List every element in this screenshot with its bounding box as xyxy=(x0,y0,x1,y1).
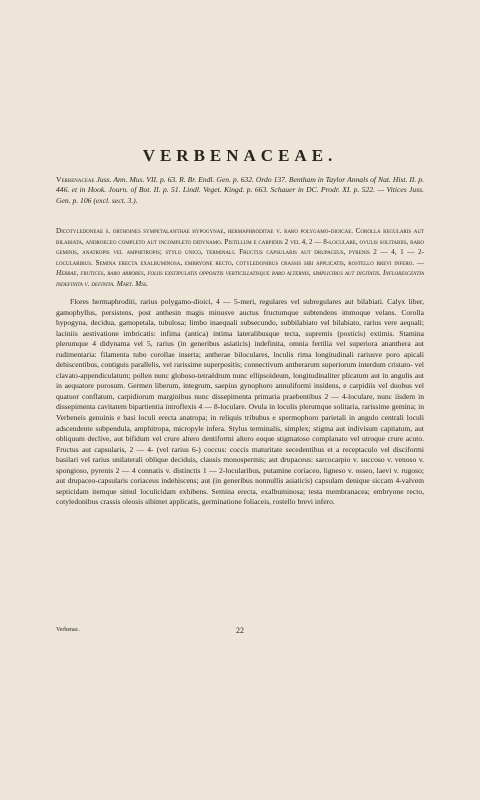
diagnosis-text: Dicotyledoneae s. orthoines sympetalanthae hypogynae, hermaphroditae v. raro polygamo-dioicae. Corolla regularis aut bilabiata, androeceo completo aut incompleto didynamo. Pistillum e carpidiis 2 vel 4, 2 — 8-loculare, ovulis solitariis, raro geminis, anatropis vel amphitropis; stylo unico, terminali. Fructus capsularis aut drupaceus, pyrenis 2 — 4, 1 — 2-locularibus. Semina erecta exalbuminosa, embryone recto, cotyledonibus crassis sibi applicatis, rostello brevi infero. — xyxy=(56,227,424,267)
page-footer xyxy=(56,626,424,638)
page-title: VERBENACEAE. xyxy=(142,146,338,165)
family-diagnosis xyxy=(56,226,424,290)
bibliographic-reference xyxy=(56,175,424,206)
reference-text: Juss. Ann. Mus. VII. p. 63. R. Br. Endl. Gen. p. 632. Ordo 137. Bentham in Taylor Annals of Nat. Hist. II. p. 446. et in Hook. Journ. of Bot. II. p. 51. Lindl. Veget. Kingd. p. 663. Schauer in DC. Prodr. XI. p. 522. — Vitices Juss. Gen. p. 106 (excl. sect. 3.). xyxy=(56,175,424,205)
signature-mark: Verbenac. xyxy=(56,627,80,633)
diagnosis-habit: Herbae, frutices, raro arbores, foliis exstipulatis oppositis verticillatisque raro alternis, simplicibus aut digitatis. Inflorescentia indefinita v. definita. Mart. Mss. xyxy=(56,269,424,288)
body-paragraph: Flores hermaphroditi, rarius polygamo-dioici, 4 — 5-meri, regulares vel subregulares aut bilabiati. Calyx liber, gamophyllus, persistens, post anthesin magis minusve auctus fructumque subtendens immoque velans. Corolla hypogyna, decidua, gamopetala, tubulosa; limbo inaequali subsecundo, subbilabiato vel bilabiato, rarius vere aequali; laciniis aestivatione imbricatis: infima (antica) intima lateralibusque tecta, supremis (posticis) extimis. Stamina plerumque 4 didynama vel 5, rarius (in generibus asiaticis) indefinita, omnia fertilia vel superiora ananthera aut rudimentaria: filamenta tubo corollae inserta; antherae biloculares, loculis rima longitudinali rariusve poro apicali dehiscentibus, contiguis parallelis, vel rarissime superpositis; connectivum antherarum superiorum interdum cristato- vel clavato-appendiculatum; pollen nunc globoso-tetraëdrum nunc ellipsoideum, longitudinaliter plicatum aut in angulis aut in aequatore porosum. Germen liberum, integrum, saepius gynophoro annuliformi insidens, e carpidiis vel duobus vel quatuor conflatum, carpidiorum marginibus nunc dissepimenta primaria praebentibus 2 — 4-loculare, nunc iisdem in dissepimenta cavitatem bipartientia introflexis 4 — 8-loculare. Ovula in loculis plerumque solitaria, rarissime gemina; in Verbeneis genuinis e basi loculi erecta anatropa; in reliquis tribubus e spermophoro parietali in angulo centrali loculi adscendente subpendula, amphitropa, micropyle infera. Stylus terminalis, simplex; stigma aut indivisum capitatum, aut obliquum declive, aut bifidum vel crure altero dentiformi altero eoque stigmatoso complanato vel utroque crure acuto. Fructus aut capsularis, 2 — 4- (vel rarius 6-) coccus: coccis maturitate secedentibus et a receptaculo vel disciformi basilari vel rarius unilaterali oblique deciduis, clausis monospermis; aut drupaceus: sarcocarpio v. succoso v. venoso v. spongioso, pyrenis 2 — 4 connatis v. distinctis 1 — 2-locularibus, putamine coriaceo, ligneso v. osseo, laevi v. rugoso; aut drupaceo-capsularis coriaceus indehiscens; aut (in generibus nonnullis asiaticis) capsulam denique siccam 4-valvem septicidam itemque simul loculicidam exhibens. Semina erecta, exalbuminosa; testa membranacea; embryone recto, cotyledonibus crassis oleosis sibimet applicatis, germinatione foliaceis, rostello brevi infero. xyxy=(56,297,424,507)
reference-lead: Verbenaceae xyxy=(56,175,95,184)
page-number: 22 xyxy=(236,626,244,635)
